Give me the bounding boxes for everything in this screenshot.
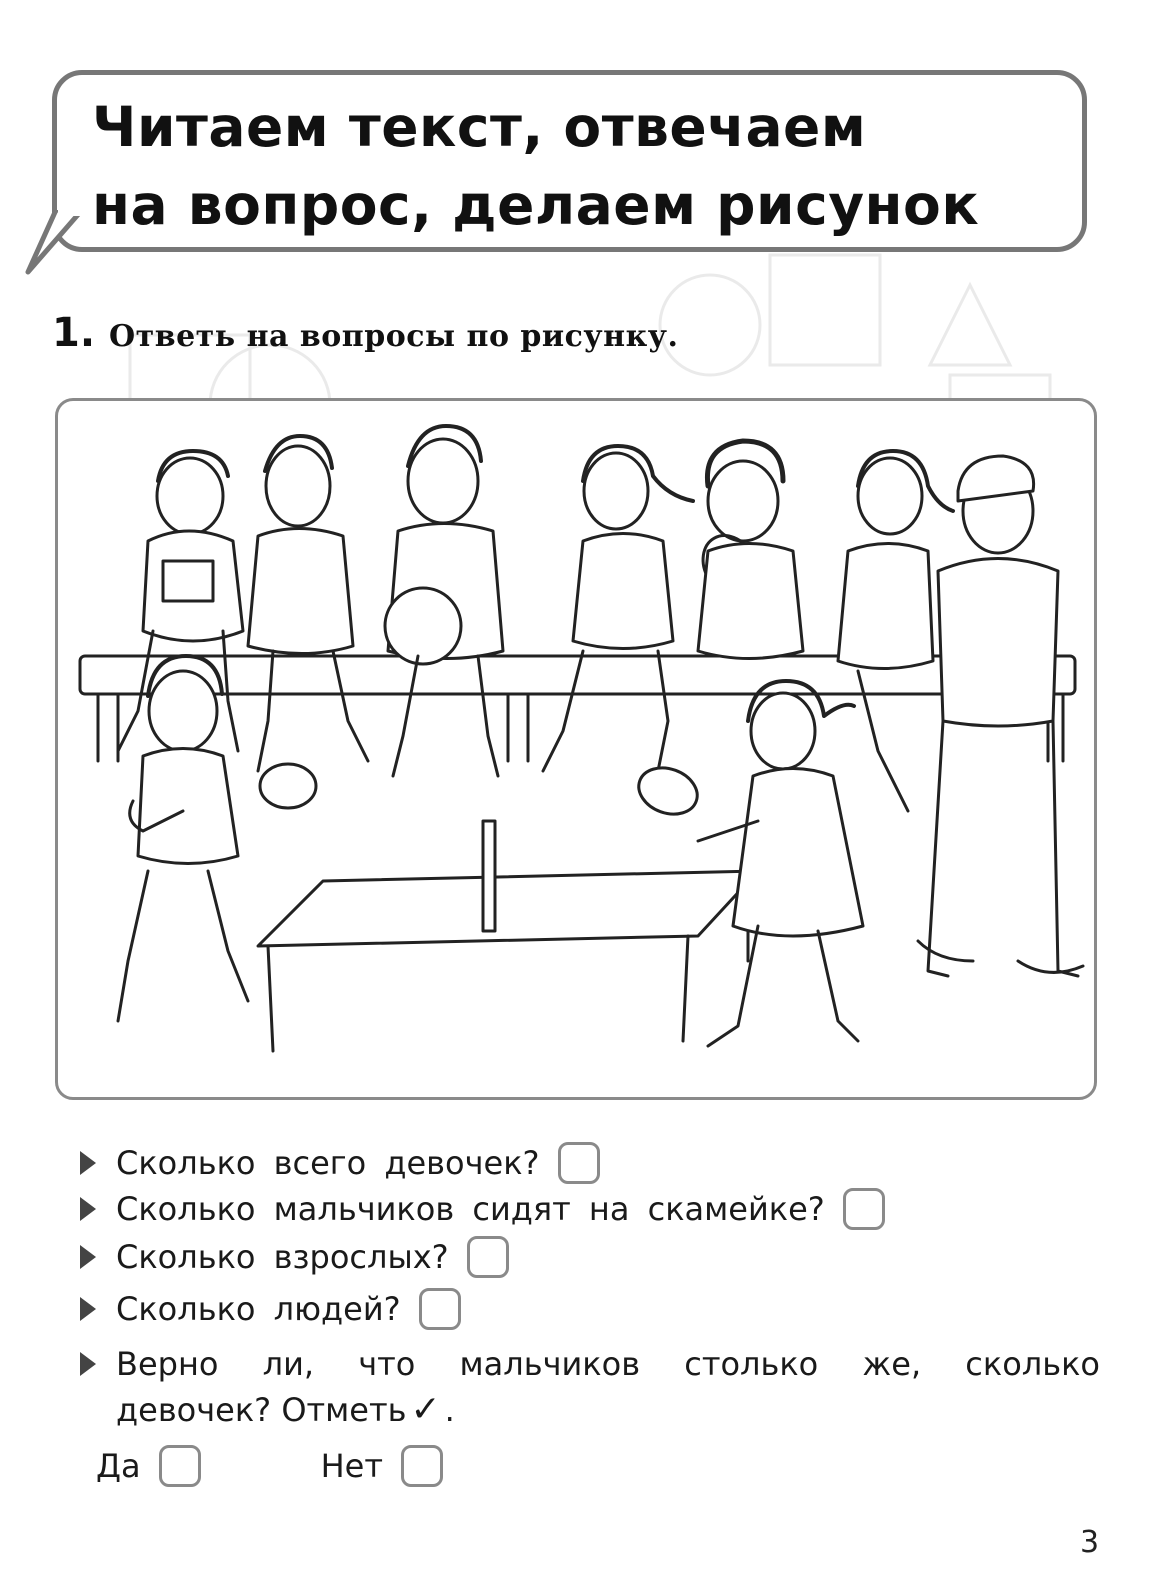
answer-box[interactable] (467, 1236, 509, 1278)
heading-line-1: Читаем текст, отвечаем (92, 95, 867, 159)
seated-girl-3 (838, 451, 953, 811)
task-title (52, 310, 678, 356)
word: Верно (116, 1345, 219, 1383)
word: что (358, 1345, 416, 1383)
option-yes-label: Да (96, 1447, 141, 1485)
word: мальчиков (459, 1345, 641, 1383)
seated-girl-with-racket (692, 441, 803, 659)
adult-coach (918, 456, 1083, 976)
check-mark-icon: ✓ (410, 1389, 441, 1430)
question-compare (80, 1345, 1100, 1430)
answer-box[interactable] (419, 1288, 461, 1330)
bullet-arrow-icon (80, 1297, 96, 1321)
seated-boy-with-ball (385, 426, 503, 776)
word: же, (862, 1345, 922, 1383)
illustration-frame (55, 398, 1097, 1100)
question-row (80, 1142, 600, 1184)
word: столько (684, 1345, 819, 1383)
bullet-arrow-icon (80, 1352, 96, 1376)
illustration (58, 401, 1097, 1100)
ping-pong-table (258, 821, 758, 1051)
answer-box[interactable] (558, 1142, 600, 1184)
question-compare-text: девочек? Отметь (116, 1390, 407, 1429)
page-number: 3 (1080, 1525, 1100, 1560)
seated-girl-1 (543, 446, 693, 771)
question-row (80, 1188, 885, 1230)
question-compare-line-1 (80, 1345, 1100, 1383)
task-number: 1. (52, 310, 96, 356)
heading-line-2: на вопрос, делаем рисунок (92, 173, 980, 237)
bullet-arrow-icon (80, 1245, 96, 1269)
question-compare-line-2 (116, 1389, 1100, 1430)
option-no-label: Нет (320, 1447, 383, 1485)
task-instruction: Ответь на вопросы по рисунку. (109, 319, 679, 354)
question-text: Сколько взрослых? (116, 1238, 449, 1276)
section-heading (92, 88, 979, 244)
bullet-arrow-icon (80, 1151, 96, 1175)
question-text: Сколько людей? (116, 1290, 401, 1328)
bullet-arrow-icon (80, 1197, 96, 1221)
question-row (80, 1288, 461, 1330)
word: сколько (965, 1345, 1100, 1383)
option-yes-checkbox[interactable] (159, 1445, 201, 1487)
seated-boy-2 (248, 436, 368, 771)
playing-boy (118, 656, 316, 1021)
question-compare-period: . (444, 1390, 455, 1429)
question-compare-words (116, 1345, 1100, 1383)
speech-bubble-tail (22, 210, 102, 280)
question-text: Сколько мальчиков сидят на скамейке? (116, 1190, 825, 1228)
playing-girl (632, 681, 863, 1046)
yes-no-options (96, 1445, 443, 1487)
word: ли, (262, 1345, 315, 1383)
option-no-checkbox[interactable] (401, 1445, 443, 1487)
question-row (80, 1236, 509, 1278)
answer-box[interactable] (843, 1188, 885, 1230)
question-text: Сколько всего девочек? (116, 1144, 540, 1182)
